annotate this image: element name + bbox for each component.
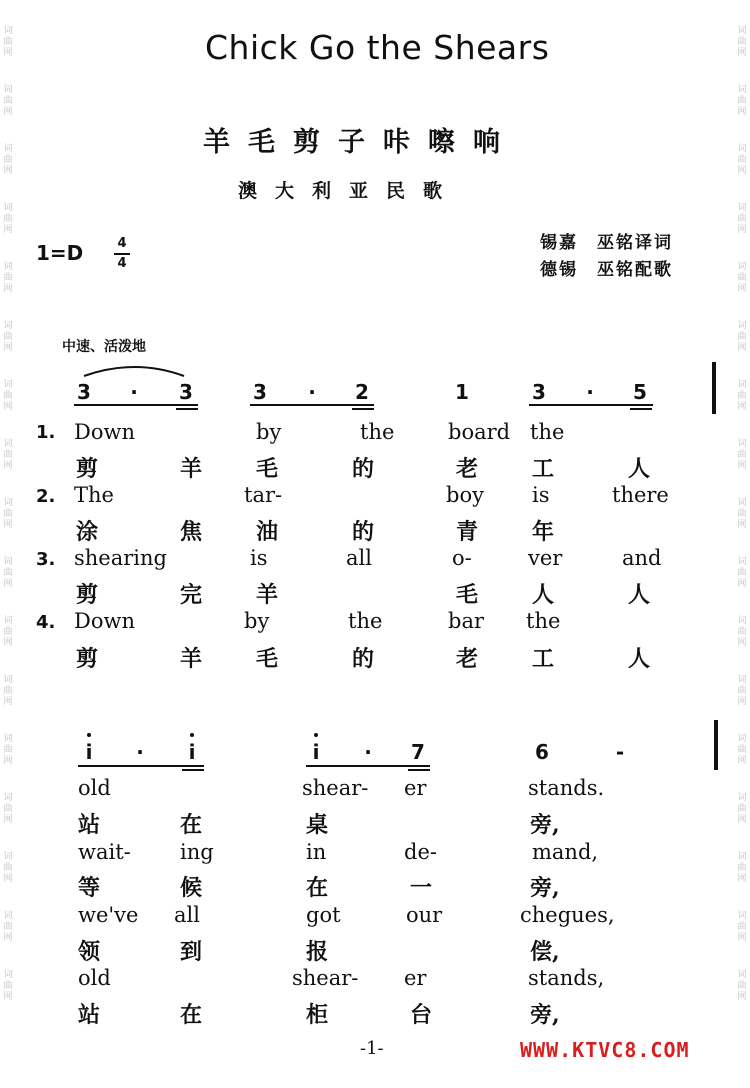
lyric-cn: 毛 <box>456 582 479 608</box>
side-watermark-text: 词 曲 网 <box>3 557 13 589</box>
side-watermark-text: 词 曲 网 <box>737 203 747 235</box>
beam <box>408 769 430 771</box>
note: 3 <box>253 380 267 404</box>
side-watermark-text: 词 曲 网 <box>737 262 747 294</box>
lyric-cn: 一 <box>410 875 433 901</box>
side-watermark-text: 词 曲 网 <box>737 911 747 943</box>
lyric-en: stands, <box>528 966 605 990</box>
beam <box>352 408 374 410</box>
side-watermark-text: 词 曲 网 <box>737 675 747 707</box>
beam <box>176 408 198 410</box>
side-watermark-text: 词 曲 网 <box>3 144 13 176</box>
lyric-en: there <box>612 483 669 507</box>
side-watermark-text: 词 曲 网 <box>3 439 13 471</box>
page-title: Chick Go the Shears <box>205 28 550 67</box>
lyric-en: tar- <box>244 483 283 507</box>
lyric-cn: 完 <box>180 582 203 608</box>
note: 7 <box>411 740 425 764</box>
dash-mark: - <box>615 740 625 764</box>
lyric-cn: 工 <box>532 456 555 482</box>
key-signature: 1=D <box>36 241 84 265</box>
note: i <box>85 740 93 764</box>
lyric-en: in <box>306 840 327 864</box>
lyric-cn: 年 <box>532 519 555 545</box>
lyric-en: o- <box>452 546 472 570</box>
dot-mark: · <box>364 740 372 764</box>
lyric-cn: 在 <box>180 1002 203 1028</box>
lyric-cn: 站 <box>78 1002 101 1028</box>
beam <box>529 404 653 406</box>
lyric-en: the <box>530 420 565 444</box>
lyric-cn: 油 <box>256 519 279 545</box>
lyric-en: boy <box>446 483 484 507</box>
lyric-en: by <box>244 609 270 633</box>
lyric-en: board <box>448 420 511 444</box>
lyric-en: stands. <box>528 776 605 800</box>
verse-number: 1. <box>36 422 56 443</box>
lyric-cn: 青 <box>456 519 479 545</box>
side-watermark-text: 词 曲 网 <box>737 26 747 58</box>
side-watermark-text: 词 曲 网 <box>3 262 13 294</box>
lyric-en: er <box>404 776 427 800</box>
note: 6 <box>535 740 549 764</box>
lyric-en: Down <box>74 609 135 633</box>
lyric-cn: 羊 <box>180 456 203 482</box>
lyric-en: ver <box>528 546 563 570</box>
lyric-cn: 剪 <box>76 646 99 672</box>
dot-mark: · <box>308 380 316 404</box>
left-watermark-strip <box>1 0 15 1088</box>
lyric-en: old <box>78 966 111 990</box>
side-watermark-text: 词 曲 网 <box>3 498 13 530</box>
side-watermark-text: 词 曲 网 <box>737 970 747 1002</box>
lyric-en: got <box>306 903 341 927</box>
side-watermark-text: 词 曲 网 <box>3 911 13 943</box>
lyric-cn: 剪 <box>76 456 99 482</box>
lyric-cn: 剪 <box>76 582 99 608</box>
lyric-en: the <box>526 609 561 633</box>
right-watermark-strip <box>735 0 749 1088</box>
side-watermark-text: 词 曲 网 <box>3 616 13 648</box>
note: 3 <box>532 380 546 404</box>
dot-mark: · <box>136 740 144 764</box>
time-sig-top: 4 <box>117 236 127 251</box>
lyric-cn: 羊 <box>180 646 203 672</box>
lyric-en: de- <box>404 840 437 864</box>
side-watermark-text: 词 曲 网 <box>3 852 13 884</box>
beam <box>182 769 204 771</box>
lyric-en: chegues, <box>520 903 615 927</box>
lyric-cn: 台 <box>410 1002 433 1028</box>
lyric-en: The <box>74 483 114 507</box>
side-watermark-text: 词 曲 网 <box>737 321 747 353</box>
time-sig-bar <box>114 253 130 255</box>
lyric-cn: 焦 <box>180 519 203 545</box>
credit-arranger: 德锡 巫铭配歌 <box>540 260 673 280</box>
beam <box>630 408 652 410</box>
side-watermark-text: 词 曲 网 <box>3 970 13 1002</box>
lyric-en: the <box>360 420 395 444</box>
lyric-cn: 领 <box>78 939 101 965</box>
lyric-cn: 老 <box>456 646 479 672</box>
lyric-en: our <box>406 903 443 927</box>
lyric-en: all <box>346 546 372 570</box>
lyric-cn: 人 <box>628 646 651 672</box>
lyric-en: wait- <box>78 840 131 864</box>
dot-mark: · <box>586 380 594 404</box>
bar-line <box>712 362 716 414</box>
note: i <box>188 740 196 764</box>
beam <box>74 404 198 406</box>
side-watermark-text: 词 曲 网 <box>737 734 747 766</box>
lyric-cn: 的 <box>352 646 375 672</box>
side-watermark-text: 词 曲 网 <box>737 85 747 117</box>
beam <box>78 765 204 767</box>
site-watermark: WWW.KTVC8.COM <box>520 1038 690 1062</box>
lyric-cn: 人 <box>628 582 651 608</box>
tempo-marking: 中速、活泼地 <box>62 339 146 355</box>
lyric-cn: 人 <box>628 456 651 482</box>
time-sig-bottom: 4 <box>117 256 127 271</box>
side-watermark-text: 词 曲 网 <box>3 675 13 707</box>
page-number: -1- <box>360 1038 384 1059</box>
lyric-cn: 旁, <box>530 875 560 901</box>
lyric-en: bar <box>448 609 485 633</box>
lyric-cn: 旁, <box>530 1002 560 1028</box>
high-octave-dot <box>87 733 91 737</box>
chinese-title: 羊毛剪子咔嚓响 <box>203 127 518 158</box>
side-watermark-text: 词 曲 网 <box>737 144 747 176</box>
lyric-cn: 候 <box>180 875 203 901</box>
note: 2 <box>355 380 369 404</box>
side-watermark-text: 词 曲 网 <box>3 26 13 58</box>
side-watermark-text: 词 曲 网 <box>3 85 13 117</box>
lyric-cn: 站 <box>78 812 101 838</box>
side-watermark-text: 词 曲 网 <box>3 321 13 353</box>
bar-line <box>714 720 718 770</box>
beam <box>250 404 374 406</box>
lyric-cn: 工 <box>532 646 555 672</box>
chinese-subtitle: 澳大利亚民歌 <box>238 180 461 202</box>
side-watermark-text: 词 曲 网 <box>3 734 13 766</box>
note: 5 <box>633 380 647 404</box>
high-octave-dot <box>314 733 318 737</box>
side-watermark-text: 词 曲 网 <box>737 616 747 648</box>
lyric-en: shear- <box>292 966 359 990</box>
credit-translator: 锡嘉 巫铭译词 <box>540 233 673 253</box>
lyric-cn: 旁, <box>530 812 560 838</box>
high-octave-dot <box>190 733 194 737</box>
lyric-en: shear- <box>302 776 369 800</box>
lyric-en: shearing <box>74 546 167 570</box>
lyric-en: mand, <box>532 840 599 864</box>
lyric-cn: 柜 <box>306 1002 329 1028</box>
lyric-cn: 等 <box>78 875 101 901</box>
note: 1 <box>455 380 469 404</box>
lyric-cn: 的 <box>352 456 375 482</box>
lyric-en: is <box>250 546 268 570</box>
lyric-en: is <box>532 483 550 507</box>
lyric-en: all <box>174 903 200 927</box>
lyric-en: old <box>78 776 111 800</box>
verse-number: 2. <box>36 486 56 507</box>
dot-mark: · <box>130 380 138 404</box>
beam <box>306 765 430 767</box>
lyric-cn: 毛 <box>256 646 279 672</box>
side-watermark-text: 词 曲 网 <box>737 793 747 825</box>
lyric-cn: 到 <box>180 939 203 965</box>
side-watermark-text: 词 曲 网 <box>3 203 13 235</box>
lyric-cn: 在 <box>306 875 329 901</box>
side-watermark-text: 词 曲 网 <box>737 498 747 530</box>
note: i <box>312 740 320 764</box>
lyric-cn: 毛 <box>256 456 279 482</box>
note: 3 <box>77 380 91 404</box>
lyric-en: by <box>256 420 282 444</box>
lyric-cn: 涂 <box>76 519 99 545</box>
slur-mark <box>80 360 190 380</box>
lyric-cn: 老 <box>456 456 479 482</box>
lyric-cn: 的 <box>352 519 375 545</box>
lyric-en: ing <box>180 840 214 864</box>
note: 3 <box>179 380 193 404</box>
lyric-en: Down <box>74 420 135 444</box>
lyric-cn: 羊 <box>256 582 279 608</box>
verse-number: 4. <box>36 612 56 633</box>
lyric-cn: 报 <box>306 939 329 965</box>
lyric-cn: 在 <box>180 812 203 838</box>
side-watermark-text: 词 曲 网 <box>737 380 747 412</box>
lyric-en: we've <box>78 903 139 927</box>
lyric-en: and <box>622 546 662 570</box>
side-watermark-text: 词 曲 网 <box>737 852 747 884</box>
lyric-cn: 偿, <box>530 939 560 965</box>
side-watermark-text: 词 曲 网 <box>737 439 747 471</box>
side-watermark-text: 词 曲 网 <box>3 380 13 412</box>
side-watermark-text: 词 曲 网 <box>737 557 747 589</box>
lyric-en: the <box>348 609 383 633</box>
lyric-en: er <box>404 966 427 990</box>
lyric-cn: 人 <box>532 582 555 608</box>
verse-number: 3. <box>36 549 56 570</box>
side-watermark-text: 词 曲 网 <box>3 793 13 825</box>
lyric-cn: 桌 <box>306 812 329 838</box>
